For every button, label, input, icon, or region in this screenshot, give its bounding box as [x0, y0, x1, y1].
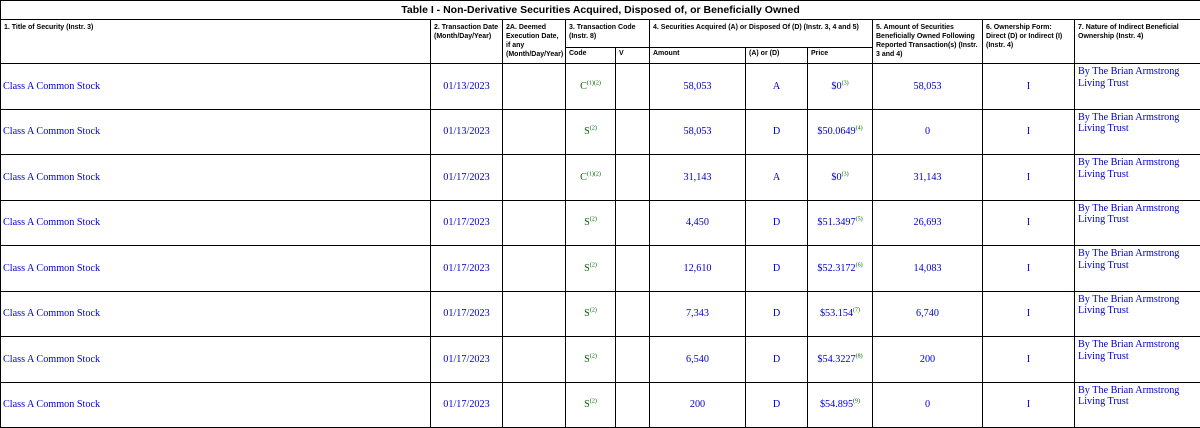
amount-owned: 0 — [925, 126, 930, 137]
ownership-form-cell — [983, 291, 1075, 337]
footnote-ref[interactable]: (8) — [856, 353, 863, 359]
subheader-price: Price — [808, 48, 873, 64]
transaction-date-cell — [431, 382, 503, 428]
nature-cell — [1075, 200, 1200, 246]
price: $54.3227 — [817, 354, 855, 365]
amount: 58,053 — [683, 126, 711, 137]
ownership-form-cell — [983, 64, 1075, 110]
nature-of-ownership: By The Brian Armstrong Living Trust — [1078, 294, 1179, 317]
footnote-ref[interactable]: (2) — [590, 399, 597, 405]
footnote-ref[interactable]: (4) — [856, 126, 863, 132]
amount: 6,540 — [686, 354, 709, 365]
amount: 58,053 — [683, 81, 711, 92]
security-title-cell — [1, 64, 431, 110]
a-or-d: A — [773, 81, 780, 92]
transaction-code-cell — [566, 155, 616, 201]
amount: 31,143 — [683, 172, 711, 183]
transaction-date: 01/17/2023 — [443, 354, 489, 365]
a-or-d-cell — [746, 337, 808, 383]
header-title-of-security: 1. Title of Security (Instr. 3) — [1, 20, 431, 64]
a-or-d: D — [773, 308, 780, 319]
amount-cell — [650, 246, 746, 292]
table-row — [1, 200, 1200, 246]
footnote-ref[interactable]: (6) — [856, 262, 863, 268]
a-or-d: D — [773, 354, 780, 365]
amount-owned-cell — [873, 200, 983, 246]
amount-owned: 31,143 — [913, 172, 941, 183]
a-or-d-cell — [746, 200, 808, 246]
v-cell — [616, 109, 650, 155]
nature-of-ownership: By The Brian Armstrong Living Trust — [1078, 157, 1179, 180]
deemed-date-cell — [503, 291, 566, 337]
v-cell — [616, 246, 650, 292]
transaction-code-cell — [566, 337, 616, 383]
footnote-ref[interactable]: (7) — [853, 308, 860, 314]
deemed-date-cell — [503, 64, 566, 110]
amount-owned: 14,083 — [913, 263, 941, 274]
price-cell — [808, 200, 873, 246]
transaction-code: S — [584, 354, 590, 365]
amount-owned: 26,693 — [913, 217, 941, 228]
nature-cell — [1075, 246, 1200, 292]
amount: 7,343 — [686, 308, 709, 319]
transaction-date-cell — [431, 246, 503, 292]
deemed-date-cell — [503, 246, 566, 292]
a-or-d-cell — [746, 291, 808, 337]
amount-owned-cell — [873, 382, 983, 428]
nature-of-ownership: By The Brian Armstrong Living Trust — [1078, 339, 1179, 362]
header-nature-indirect-ownership: 7. Nature of Indirect Beneficial Ownership (Instr. 4) — [1075, 20, 1200, 64]
transaction-date-cell — [431, 64, 503, 110]
nature-of-ownership: By The Brian Armstrong Living Trust — [1078, 203, 1179, 226]
nature-cell — [1075, 382, 1200, 428]
price-cell — [808, 109, 873, 155]
price-cell — [808, 382, 873, 428]
security-title-cell — [1, 109, 431, 155]
price: $52.3172 — [817, 263, 855, 274]
transaction-code-cell — [566, 200, 616, 246]
price: $50.0649 — [817, 126, 855, 137]
subheader-code: Code — [566, 48, 616, 64]
ownership-form-cell — [983, 200, 1075, 246]
footnote-ref[interactable]: (1)(2) — [587, 80, 601, 86]
transaction-code-cell — [566, 64, 616, 110]
ownership-form-cell — [983, 155, 1075, 201]
transaction-code-cell — [566, 382, 616, 428]
deemed-date-cell — [503, 337, 566, 383]
transaction-date: 01/17/2023 — [443, 263, 489, 274]
transaction-date: 01/17/2023 — [443, 399, 489, 410]
security-title-cell — [1, 337, 431, 383]
transaction-date: 01/13/2023 — [443, 81, 489, 92]
security-title: Class A Common Stock — [3, 126, 100, 137]
footnote-ref[interactable]: (1)(2) — [587, 171, 601, 177]
amount-cell — [650, 64, 746, 110]
transaction-date: 01/17/2023 — [443, 308, 489, 319]
amount-owned: 200 — [920, 354, 935, 365]
deemed-date-cell — [503, 155, 566, 201]
security-title-cell — [1, 200, 431, 246]
price-cell — [808, 337, 873, 383]
transaction-date-cell — [431, 200, 503, 246]
header-securities-acquired-disposed: 4. Securities Acquired (A) or Disposed Of (D) (Instr. 3, 4 and 5) — [650, 20, 873, 48]
v-cell — [616, 337, 650, 383]
ownership-form-cell — [983, 109, 1075, 155]
transaction-code: S — [584, 263, 590, 274]
header-amount-owned: 5. Amount of Securities Beneficially Owned Following Reported Transaction(s) (Instr. 3 and 4) — [873, 20, 983, 64]
price-cell — [808, 155, 873, 201]
amount-cell — [650, 337, 746, 383]
nature-of-ownership: By The Brian Armstrong Living Trust — [1078, 385, 1179, 408]
amount-owned-cell — [873, 155, 983, 201]
a-or-d-cell — [746, 155, 808, 201]
a-or-d-cell — [746, 382, 808, 428]
header-deemed-execution-date: 2A. Deemed Execution Date, if any (Month/Day/Year) — [503, 20, 566, 64]
transaction-code-cell — [566, 109, 616, 155]
a-or-d: D — [773, 399, 780, 410]
amount-owned-cell — [873, 291, 983, 337]
header-transaction-code: 3. Transaction Code (Instr. 8) — [566, 20, 650, 48]
transaction-code: C — [580, 81, 587, 92]
footnote-ref[interactable]: (2) — [590, 126, 597, 132]
ownership-form-cell — [983, 337, 1075, 383]
transaction-date-cell — [431, 109, 503, 155]
amount-cell — [650, 291, 746, 337]
table-row — [1, 246, 1200, 292]
amount-owned: 6,740 — [916, 308, 939, 319]
footnote-ref[interactable]: (2) — [590, 217, 597, 223]
subheader-v: V — [616, 48, 650, 64]
security-title-cell — [1, 382, 431, 428]
ownership-form: I — [1027, 263, 1030, 274]
a-or-d-cell — [746, 246, 808, 292]
price-cell — [808, 246, 873, 292]
a-or-d: D — [773, 126, 780, 137]
table-row — [1, 291, 1200, 337]
footnote-ref[interactable]: (5) — [856, 217, 863, 223]
security-title: Class A Common Stock — [3, 81, 100, 92]
nature-cell — [1075, 337, 1200, 383]
a-or-d: D — [773, 217, 780, 228]
v-cell — [616, 291, 650, 337]
header-transaction-date: 2. Transaction Date (Month/Day/Year) — [431, 20, 503, 64]
v-cell — [616, 382, 650, 428]
ownership-form: I — [1027, 354, 1030, 365]
security-title: Class A Common Stock — [3, 354, 100, 365]
security-title: Class A Common Stock — [3, 217, 100, 228]
ownership-form: I — [1027, 126, 1030, 137]
ownership-form: I — [1027, 308, 1030, 319]
header-ownership-form: 6. Ownership Form: Direct (D) or Indirect (I) (Instr. 4) — [983, 20, 1075, 64]
nature-of-ownership: By The Brian Armstrong Living Trust — [1078, 248, 1179, 271]
amount: 200 — [690, 399, 705, 410]
footnote-ref[interactable]: (2) — [590, 353, 597, 359]
amount-owned-cell — [873, 109, 983, 155]
amount-owned-cell — [873, 337, 983, 383]
ownership-form-cell — [983, 382, 1075, 428]
transaction-date-cell — [431, 337, 503, 383]
price: $0 — [831, 172, 841, 183]
ownership-form: I — [1027, 399, 1030, 410]
nature-of-ownership: By The Brian Armstrong Living Trust — [1078, 66, 1179, 89]
v-cell — [616, 200, 650, 246]
footnote-ref[interactable]: (9) — [853, 399, 860, 405]
deemed-date-cell — [503, 382, 566, 428]
transaction-date: 01/17/2023 — [443, 172, 489, 183]
transaction-code: S — [584, 126, 590, 137]
transaction-date: 01/17/2023 — [443, 217, 489, 228]
transaction-code: C — [580, 172, 587, 183]
transaction-date-cell — [431, 291, 503, 337]
security-title-cell — [1, 246, 431, 292]
amount-owned-cell — [873, 246, 983, 292]
amount-owned: 0 — [925, 399, 930, 410]
security-title: Class A Common Stock — [3, 308, 100, 319]
footnote-ref[interactable]: (2) — [590, 262, 597, 268]
amount-cell — [650, 109, 746, 155]
transaction-code-cell — [566, 246, 616, 292]
v-cell — [616, 155, 650, 201]
table-row — [1, 155, 1200, 201]
security-title-cell — [1, 155, 431, 201]
price-cell — [808, 64, 873, 110]
amount: 4,450 — [686, 217, 709, 228]
ownership-form: I — [1027, 81, 1030, 92]
deemed-date-cell — [503, 109, 566, 155]
amount-cell — [650, 200, 746, 246]
amount-cell — [650, 155, 746, 201]
nature-cell — [1075, 109, 1200, 155]
security-title: Class A Common Stock — [3, 263, 100, 274]
price: $0 — [831, 81, 841, 92]
amount: 12,610 — [683, 263, 711, 274]
transaction-date: 01/13/2023 — [443, 126, 489, 137]
ownership-form-cell — [983, 246, 1075, 292]
subheader-a-or-d: (A) or (D) — [746, 48, 808, 64]
amount-owned-cell — [873, 64, 983, 110]
subheader-amount: Amount — [650, 48, 746, 64]
table-row — [1, 109, 1200, 155]
price-cell — [808, 291, 873, 337]
a-or-d-cell — [746, 109, 808, 155]
table-row — [1, 382, 1200, 428]
transaction-code-cell — [566, 291, 616, 337]
security-title: Class A Common Stock — [3, 172, 100, 183]
footnote-ref[interactable]: (3) — [842, 80, 849, 86]
a-or-d-cell — [746, 64, 808, 110]
transaction-date-cell — [431, 155, 503, 201]
ownership-form: I — [1027, 217, 1030, 228]
nature-cell — [1075, 64, 1200, 110]
amount-cell — [650, 382, 746, 428]
price: $54.895 — [820, 399, 853, 410]
footnote-ref[interactable]: (2) — [590, 308, 597, 314]
table-row — [1, 64, 1200, 110]
deemed-date-cell — [503, 200, 566, 246]
ownership-form: I — [1027, 172, 1030, 183]
footnote-ref[interactable]: (3) — [842, 171, 849, 177]
amount-owned: 58,053 — [913, 81, 941, 92]
table-title: Table I - Non-Derivative Securities Acquired, Disposed of, or Beneficially Owned — [1, 1, 1200, 20]
transaction-code: S — [584, 217, 590, 228]
v-cell — [616, 64, 650, 110]
price: $51.3497 — [817, 217, 855, 228]
transaction-code: S — [584, 308, 590, 319]
table-row — [1, 337, 1200, 383]
nature-of-ownership: By The Brian Armstrong Living Trust — [1078, 112, 1179, 135]
security-title: Class A Common Stock — [3, 399, 100, 410]
security-title-cell — [1, 291, 431, 337]
price: $53.154 — [820, 308, 853, 319]
nature-cell — [1075, 155, 1200, 201]
transaction-code: S — [584, 399, 590, 410]
nature-cell — [1075, 291, 1200, 337]
a-or-d: A — [773, 172, 780, 183]
a-or-d: D — [773, 263, 780, 274]
